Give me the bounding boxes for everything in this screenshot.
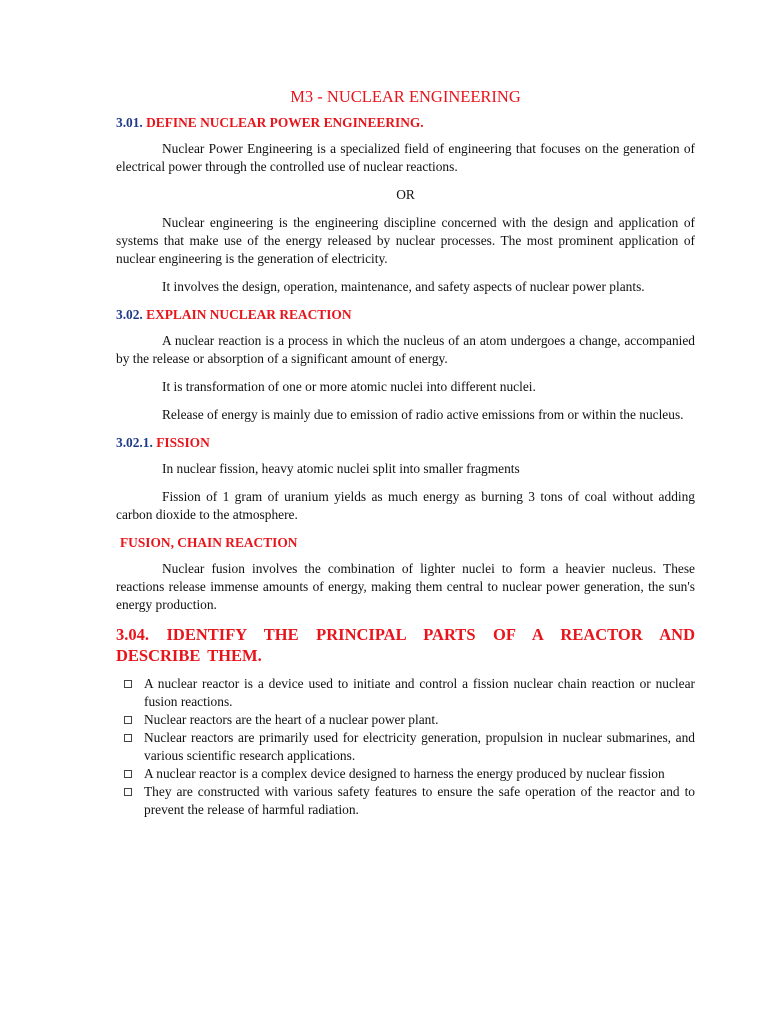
list-item-text: Nuclear reactors are the heart of a nuclear power plant. — [144, 712, 439, 727]
section-number: 3.04. — [116, 625, 149, 644]
paragraph: Nuclear engineering is the engineering discipline concerned with the design and application of systems that make use of the energy released by nuclear processes. The most prominent application of nuclear engineering is the generation of electricity. — [116, 215, 695, 266]
section-number: 3.02.1. — [116, 435, 153, 450]
section-title: EXPLAIN NUCLEAR REACTION — [146, 307, 352, 322]
section-number: 3.01. — [116, 115, 143, 130]
checkbox-bullet-icon — [124, 680, 132, 688]
section-heading-3-02 — [116, 306, 695, 324]
paragraph: Nuclear fusion involves the combination of lighter nuclei to form a heavier nucleus. These reactions release immense amounts of energy, making them central to nuclear power generation, the sun's energy production. — [116, 561, 695, 612]
or-separator: OR — [396, 187, 415, 202]
document-title: M3 - NUCLEAR ENGINEERING — [290, 87, 521, 106]
checkbox-bullet-icon — [124, 716, 132, 724]
section-heading-3-04 — [116, 624, 695, 666]
list-item-text: Nuclear reactors are primarily used for electricity generation, propulsion in nuclear submarines, and various scientific research applications. — [144, 730, 695, 763]
checkbox-bullet-icon — [124, 770, 132, 778]
list-item-text: They are constructed with various safety features to ensure the safe operation of the reactor and to prevent the release of harmful radiation. — [144, 784, 695, 817]
paragraph: Fission of 1 gram of uranium yields as much energy as burning 3 tons of coal without adding carbon dioxide to the atmosphere. — [116, 489, 695, 522]
list-item-text: A nuclear reactor is a device used to initiate and control a fission nuclear chain reaction or nuclear fusion reactions. — [144, 676, 695, 709]
paragraph: It is transformation of one or more atomic nuclei into different nuclei. — [162, 379, 536, 394]
section-number: 3.02. — [116, 307, 143, 322]
list-item-text: A nuclear reactor is a complex device designed to harness the energy produced by nuclear fission — [144, 766, 665, 781]
section-heading-fusion — [116, 534, 695, 552]
paragraph: Release of energy is mainly due to emission of radio active emissions from or within the nucleus. — [162, 407, 684, 422]
paragraph: A nuclear reaction is a process in which the nucleus of an atom undergoes a change, accompanied by the release or absorption of a significant amount of energy. — [116, 333, 695, 366]
section-heading-3-01 — [116, 114, 695, 132]
section-title: FISSION — [156, 435, 210, 450]
list-item — [116, 675, 695, 711]
list-item — [116, 729, 695, 765]
section-title: IDENTIFY THE PRINCIPAL PARTS OF A REACTOR AND DESCRIBE THEM. — [116, 625, 695, 665]
document-page — [116, 86, 695, 819]
section-title: DEFINE NUCLEAR POWER ENGINEERING. — [146, 115, 424, 130]
bullet-list — [116, 675, 695, 819]
section-heading-3-02-1 — [116, 434, 695, 452]
paragraph: Nuclear Power Engineering is a specialized field of engineering that focuses on the generation of electrical power through the controlled use of nuclear reactions. — [116, 141, 695, 174]
paragraph: It involves the design, operation, maintenance, and safety aspects of nuclear power plants. — [162, 279, 645, 294]
list-item — [116, 783, 695, 819]
list-item — [116, 711, 695, 729]
list-item — [116, 765, 695, 783]
paragraph: In nuclear fission, heavy atomic nuclei split into smaller fragments — [162, 461, 520, 476]
section-title: FUSION, CHAIN REACTION — [120, 535, 298, 550]
checkbox-bullet-icon — [124, 788, 132, 796]
checkbox-bullet-icon — [124, 734, 132, 742]
